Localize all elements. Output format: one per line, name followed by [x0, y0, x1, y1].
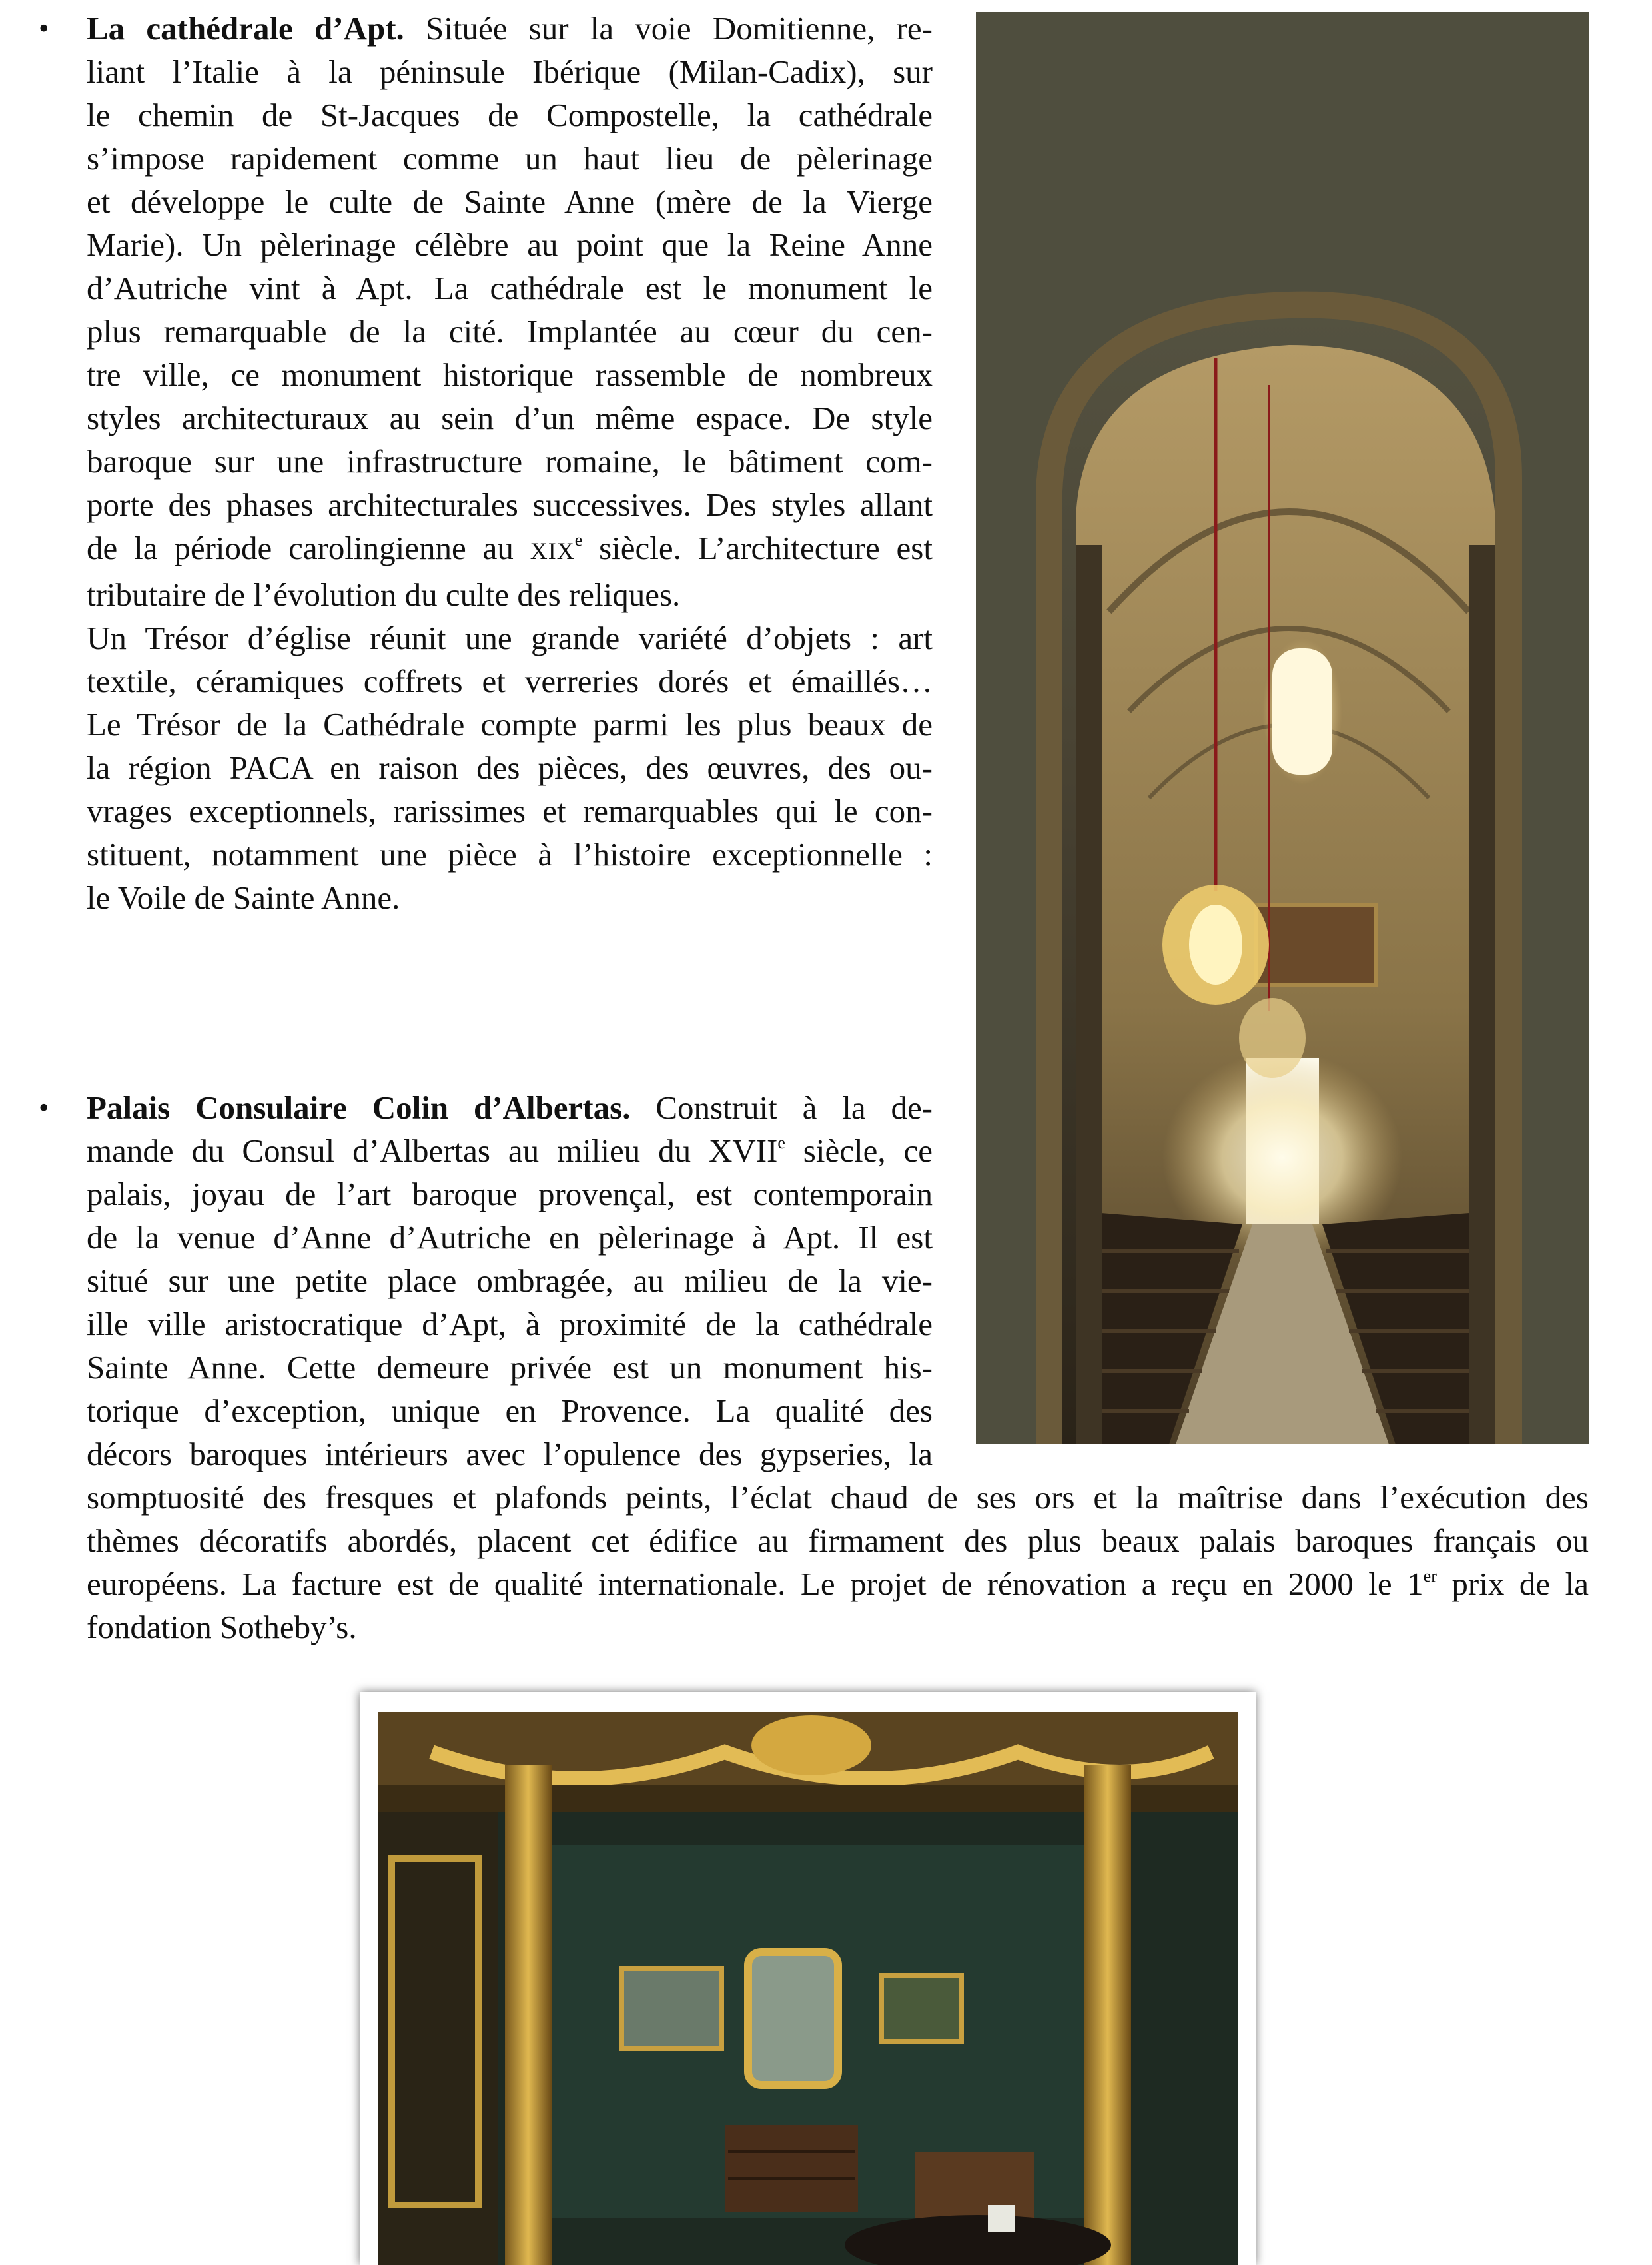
text-line: porte des phases architecturales successives. Des styles allant	[87, 486, 933, 523]
text-line: décors baroques intérieurs avec l’opulence des gypseries, la	[87, 1436, 933, 1472]
text-line: Le Trésor de la Cathédrale compte parmi les plus beaux de	[87, 706, 933, 743]
text-line: le Voile de Sainte Anne.	[87, 879, 400, 916]
text-line: fondation Sotheby’s.	[87, 1609, 357, 1645]
text-line: mande du Consul d’Albertas au milieu du XVIIe siècle, ce	[87, 1132, 933, 1169]
text-line: d’Autriche vint à Apt. La cathédrale est le monument le	[87, 270, 933, 306]
text-line: baroque sur une infrastructure romaine, le bâtiment com-	[87, 443, 933, 480]
paragraph-palais-upper	[87, 1086, 933, 1476]
text-line: de la venue d’Anne d’Autriche en pèlerinage à Apt. Il est	[87, 1219, 933, 1256]
text-line: le chemin de St-Jacques de Compostelle, la cathédrale	[87, 97, 933, 133]
text-line: palais, joyau de l’art baroque provençal, est contemporain	[87, 1176, 933, 1212]
section-title-palais: Palais Consulaire Colin d’Albertas.	[87, 1089, 631, 1126]
text-line: thèmes décoratifs abordés, placent cet édifice au firmament des plus beaux palais baroques français ou	[87, 1522, 1589, 1559]
text-line: tributaire de l’évolution du culte des reliques.	[87, 576, 681, 613]
section-title-cathedrale: La cathédrale d’Apt.	[87, 10, 404, 47]
text-line: Un Trésor d’église réunit une grande variété d’objets : art	[87, 620, 933, 656]
text-line: textile, céramiques coffrets et verreries dorés et émaillés…	[87, 663, 933, 699]
text-line: vrages exceptionnels, rarissimes et remarquables qui le con-	[87, 793, 933, 829]
text-line: La cathédrale d’Apt. Située sur la voie Domitienne, re-	[87, 10, 933, 47]
text-line: tre ville, ce monument historique rassemble de nombreux	[87, 356, 933, 393]
bullet-palais: •	[39, 1091, 49, 1124]
text-line: et développe le culte de Sainte Anne (mère de la Vierge	[87, 183, 933, 220]
text-line: s’impose rapidement comme un haut lieu de pèlerinage	[87, 140, 933, 177]
text-line: torique d’exception, unique en Provence. La qualité des	[87, 1392, 933, 1429]
text-line: styles architecturaux au sein d’un même espace. De style	[87, 400, 933, 436]
paragraph-palais-lower	[87, 1476, 1589, 1649]
text-line: Sainte Anne. Cette demeure privée est un monument his-	[87, 1349, 933, 1386]
century-label: XIX	[530, 538, 575, 564]
paragraph-cathedrale	[87, 7, 933, 919]
text-line: Marie). Un pèlerinage célèbre au point que la Reine Anne	[87, 226, 933, 263]
text-line: somptuosité des fresques et plafonds peints, l’éclat chaud de ses ors et la maîtrise dans l’exécution des	[87, 1479, 1589, 1516]
text-line: ille ville aristocratique d’Apt, à proximité de la cathédrale	[87, 1306, 933, 1342]
text-line: Palais Consulaire Colin d’Albertas. Construit à la de-	[87, 1089, 933, 1126]
text-line: plus remarquable de la cité. Implantée au cœur du cen-	[87, 313, 933, 350]
text-line: situé sur une petite place ombragée, au milieu de la vie-	[87, 1262, 933, 1299]
bullet-cathedrale: •	[39, 12, 49, 45]
palais-interior-photo	[378, 1712, 1238, 2265]
text-line: liant l’Italie à la péninsule Ibérique (Milan-Cadix), sur	[87, 53, 933, 90]
text-line: européens. La facture est de qualité internationale. Le projet de rénovation a reçu en 2000 le 1er prix de la	[87, 1566, 1589, 1602]
text-line: la région PACA en raison des pièces, des œuvres, des ou-	[87, 749, 933, 786]
cathedral-interior-photo	[976, 12, 1589, 1444]
text-line: stituent, notamment une pièce à l’histoire exceptionnelle :	[87, 836, 933, 873]
text-line: de la période carolingienne au XIXe siècle. L’architecture est	[87, 530, 933, 566]
